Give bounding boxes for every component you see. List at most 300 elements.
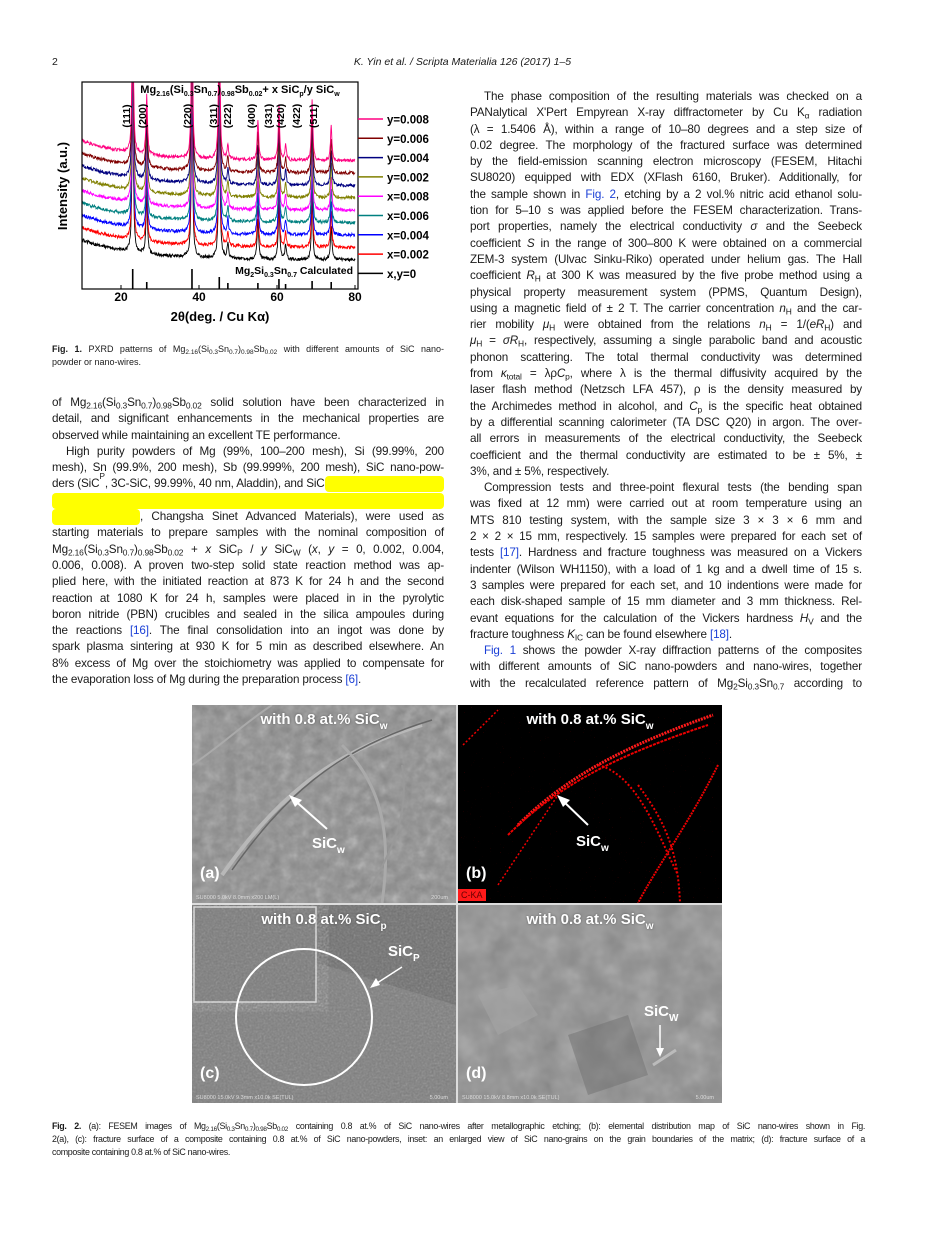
subscript: 2 bbox=[250, 272, 255, 279]
text-line bbox=[470, 676, 862, 692]
text-run: Sb bbox=[253, 344, 265, 354]
text-run: in the range of 300–800 K were obtained on a commercial bbox=[534, 236, 863, 250]
text-run: SiC bbox=[388, 943, 414, 960]
text-run: with different amounts of SiC nano-powders and nano-wires, together bbox=[470, 660, 862, 674]
panel-title bbox=[192, 711, 456, 732]
text-line bbox=[470, 170, 862, 186]
text-run: High purity powders of Mg (99%, 100–200 mesh), Si (99.99%, 200 bbox=[66, 444, 444, 458]
text-run: plied here, with the initiated reaction at 873 K for 24 h and the second bbox=[52, 575, 444, 589]
text-run: by a differential scanning calorimeter (TA DSC Q20) in argon. The over- bbox=[470, 415, 862, 429]
hkl-label: (200) bbox=[137, 103, 149, 129]
text-run: evant equations for the calculation of the Vickers hardness bbox=[470, 611, 800, 625]
legend-label: x=0.004 bbox=[387, 230, 429, 243]
subscript: 0.7 bbox=[772, 681, 785, 692]
text-line bbox=[52, 525, 444, 541]
paragraph bbox=[470, 643, 862, 692]
subscript: 0.3 bbox=[97, 547, 109, 558]
text-run: ) bbox=[134, 542, 138, 556]
text-run: indenter (Wilson WH1150), with a load of 1 kg and a dwell time of 15 s. bbox=[470, 562, 862, 576]
text-line bbox=[470, 268, 862, 284]
italic-symbol: y bbox=[328, 542, 335, 556]
text-run: MTS 810 testing system, with the sample size 3 × 3 × 6 mm and bbox=[470, 513, 862, 527]
text-run: Calculated bbox=[296, 265, 353, 277]
italic-symbol: C bbox=[556, 367, 566, 381]
italic-symbol: H bbox=[799, 611, 809, 625]
subscript: 2.16 bbox=[67, 547, 84, 558]
text-run: coefficient and the thermal conductivity are estimated to be ± 5%, ± bbox=[470, 448, 862, 462]
text-run: by the field-emission scanning electron microscopy (FESEM, Hitachi bbox=[470, 155, 862, 169]
subscript: 0.3 bbox=[747, 681, 759, 692]
panel-title bbox=[458, 711, 722, 732]
text-line bbox=[470, 464, 862, 480]
sic-pointer-label bbox=[576, 833, 609, 854]
subscript: H bbox=[824, 322, 831, 333]
text-run: Si bbox=[737, 676, 748, 690]
text-line bbox=[52, 1146, 865, 1159]
italic-symbol: x bbox=[205, 542, 212, 556]
text-line bbox=[470, 122, 862, 138]
sic-pointer-label bbox=[644, 1003, 679, 1024]
x-axis-label: 2θ(deg. / Cu Kα) bbox=[170, 309, 270, 324]
text-run: SiC bbox=[576, 833, 602, 850]
text-run: laser flash method (Netzsch LFA 457), ρ is the density measured by bbox=[470, 383, 862, 397]
x-tick-label: 20 bbox=[114, 290, 128, 304]
subscript: α bbox=[804, 110, 810, 121]
panel-label: (b) bbox=[466, 865, 487, 882]
text-run: starting materials to prepare samples with the nominal composition of bbox=[52, 526, 444, 540]
text-line bbox=[470, 382, 862, 398]
text-run: the evaporation loss of Mg during the preparation process bbox=[52, 673, 346, 687]
text-run: = λρ bbox=[521, 367, 557, 381]
subscript: 2.16 bbox=[86, 400, 102, 411]
subscript: 0.7 bbox=[122, 547, 135, 558]
subscript: 0.02 bbox=[167, 547, 184, 558]
subscript: V bbox=[808, 616, 814, 627]
subscript: 0.02 bbox=[276, 1125, 289, 1133]
text-line bbox=[470, 203, 862, 219]
text-run: = 1/( bbox=[771, 318, 810, 332]
text-run: PXRD patterns of Mg bbox=[81, 344, 186, 354]
running-title: K. Yin et al. / Scripta Materialia 126 (2017) 1–5 bbox=[353, 56, 572, 68]
text-line bbox=[470, 578, 862, 594]
text-run: ) and bbox=[830, 318, 863, 332]
text-run: , where λ is the thermal diffusivity acquired by the bbox=[569, 367, 862, 381]
subscript: 0.3 bbox=[209, 348, 219, 356]
text-run: Sn bbox=[193, 84, 208, 96]
text-run: (a): FESEM images of Mg bbox=[80, 1121, 206, 1131]
text-run: with 0.8 at.% SiC bbox=[526, 711, 646, 728]
sic-pointer-label bbox=[312, 835, 345, 856]
text-line bbox=[470, 154, 862, 170]
italic-symbol: K bbox=[567, 627, 575, 641]
legend-label: y=0.006 bbox=[387, 133, 429, 146]
subscript: 0.98 bbox=[156, 400, 172, 411]
text-line bbox=[470, 448, 862, 464]
subscript: 2.16 bbox=[185, 348, 199, 356]
y-axis-label: Intensity (a.u.) bbox=[55, 141, 70, 231]
subscript: 0.7 bbox=[207, 91, 218, 98]
text-run: (Si bbox=[83, 542, 98, 556]
text-line bbox=[470, 513, 862, 529]
italic-symbol: x bbox=[311, 542, 318, 556]
text-line bbox=[470, 366, 862, 382]
text-run: detail, and significant enhancements in the mechanical properties are bbox=[52, 412, 444, 426]
legend-label: y=0.004 bbox=[387, 153, 429, 166]
text-line bbox=[470, 301, 862, 317]
text-run: Sn bbox=[218, 344, 230, 354]
sem-info-bar: SU8000 15.0kV 9.3mm x10.0k SE(TUL) bbox=[196, 1095, 294, 1101]
text-line bbox=[470, 545, 862, 561]
text-run: physical property measurement system (PPMS, Quantum Design), bbox=[470, 285, 862, 299]
text-line bbox=[470, 89, 862, 105]
text-run: ) bbox=[152, 396, 157, 409]
subscript: 0.98 bbox=[137, 547, 154, 558]
subscript: W bbox=[669, 1013, 679, 1024]
subscript: 0.3 bbox=[264, 272, 274, 279]
text-line bbox=[470, 219, 862, 235]
figure-2-sem-images bbox=[192, 705, 722, 1103]
subscript: 0.02 bbox=[264, 348, 278, 356]
text-run: from bbox=[470, 367, 501, 381]
text-line bbox=[470, 350, 862, 366]
figure-1-xrd-chart bbox=[50, 80, 450, 340]
text-line bbox=[52, 542, 444, 558]
italic-symbol: R bbox=[526, 269, 535, 283]
text-run: , respectively, assuming a single parabolic band and acoustic bbox=[523, 334, 863, 348]
subscript: w bbox=[645, 921, 654, 932]
text-run: Mg bbox=[140, 84, 157, 96]
hkl-label: (511) bbox=[308, 104, 320, 128]
subscript: p bbox=[299, 91, 304, 98]
subscript: H bbox=[534, 273, 541, 284]
hkl-label: (400) bbox=[246, 103, 258, 129]
citation-link[interactable]: [18] bbox=[709, 627, 729, 641]
text-run: ZEM-3 system (Ulvac Sinku-Riko) operated under helium gas. The Hall bbox=[470, 252, 862, 266]
text-line bbox=[470, 431, 862, 447]
subscript: 0.7 bbox=[229, 348, 239, 356]
text-line bbox=[470, 611, 862, 627]
element-map-label: C-KA bbox=[458, 889, 486, 901]
subscript: w bbox=[601, 843, 609, 854]
scale-bar-label: 200um bbox=[431, 895, 448, 901]
legend-label: x=0.008 bbox=[387, 191, 429, 204]
text-run: each disk-shaped sample of 15 mm diameter and 3 mm thickness. Rel- bbox=[470, 595, 862, 609]
text-run: . The final consolidation into an ingot was done by bbox=[148, 624, 444, 638]
text-run: was fixed at 12 mm) were carried out at room temperature using an bbox=[470, 497, 862, 511]
subscript: 0.02 bbox=[185, 400, 202, 411]
text-run: of Mg bbox=[52, 396, 87, 409]
scale-bar-label: 5.00um bbox=[429, 1095, 448, 1101]
subscript: H bbox=[785, 306, 792, 317]
text-run: and the Seebeck bbox=[757, 220, 862, 234]
bold-label: Fig. 1. bbox=[52, 344, 82, 354]
subscript: w bbox=[645, 721, 654, 732]
text-run: Sb bbox=[153, 542, 168, 556]
text-line bbox=[52, 672, 444, 688]
text-line bbox=[470, 236, 862, 252]
text-line bbox=[470, 529, 862, 545]
subscript: 0.98 bbox=[241, 348, 254, 356]
subscript: 0.98 bbox=[255, 1125, 267, 1133]
text-run: ) bbox=[238, 344, 242, 354]
text-run: coefficient bbox=[470, 236, 527, 250]
paragraph bbox=[52, 444, 444, 688]
text-run: were obtained from the relations bbox=[555, 318, 760, 332]
text-run: , 3C-SiC, 99.99%, 40 nm, Aladdin), and SiC bbox=[104, 477, 325, 491]
text-run: + bbox=[183, 542, 206, 556]
subscript: w bbox=[334, 91, 340, 98]
text-run: at 300 K was measured by the five probe method using a bbox=[540, 269, 862, 283]
italic-symbol: μ bbox=[470, 334, 477, 348]
panel-label: (c) bbox=[200, 1065, 220, 1082]
text-run: reaction at 1080 K for 24 h, samples were placed in in the pyrolytic bbox=[52, 591, 444, 605]
subscript: 2.16 bbox=[156, 91, 170, 98]
subscript: H bbox=[549, 322, 556, 333]
text-line bbox=[470, 333, 862, 349]
text-line bbox=[52, 428, 444, 444]
subscript: H bbox=[765, 322, 772, 333]
subscript: p bbox=[565, 371, 570, 382]
redaction-highlight bbox=[325, 476, 444, 492]
text-line bbox=[470, 480, 862, 496]
panel-label: (a) bbox=[200, 865, 220, 882]
panel-title bbox=[192, 911, 456, 932]
text-run: shows the powder X-ray diffraction patterns of the composites bbox=[515, 644, 862, 658]
text-run: Sn bbox=[108, 542, 123, 556]
text-run: boron nitride (PBN) crucibles and sealed in the silica ampoules during bbox=[52, 607, 444, 621]
text-run: = bbox=[482, 334, 503, 348]
text-run: SiC bbox=[211, 542, 238, 556]
subscript: 0.7 bbox=[244, 1125, 253, 1133]
hkl-label: (222) bbox=[222, 103, 234, 129]
figure-1-caption bbox=[52, 343, 444, 369]
x-tick-label: 80 bbox=[348, 290, 362, 304]
text-run: rier mobility bbox=[470, 318, 543, 332]
text-run: SiC bbox=[644, 1003, 670, 1020]
text-line bbox=[52, 574, 444, 590]
text-run: Sn bbox=[234, 1121, 245, 1131]
text-run: can be found elsewhere bbox=[582, 627, 710, 641]
text-run: 3 samples were prepared for each set, and 10 indentions were made for bbox=[470, 578, 862, 592]
subscript: 0.7 bbox=[287, 272, 297, 279]
text-run: 2(a), (c): fracture surface of a composite containing 0.8 at.% of SiC nano-powders, inset: an enlarged view of SiC nano-grains on the grain boundaries of the matrix; (d): fracture surface of a bbox=[52, 1134, 865, 1144]
text-run: the reactions bbox=[52, 624, 130, 638]
text-run: Mg bbox=[235, 265, 251, 277]
sem-panel-d bbox=[458, 905, 722, 1103]
text-run: PANalytical X'Pert Empyrean X-ray diffractometer by Cu K bbox=[470, 106, 805, 120]
citation-link[interactable]: [16] bbox=[129, 624, 149, 638]
text-run: 2 × 2 × 15 mm, respectively. 15 samples were prepared for each set of bbox=[470, 530, 862, 544]
redaction-highlight bbox=[52, 509, 140, 525]
text-run: with different amounts of SiC nano- bbox=[277, 344, 444, 354]
text-run: SiC bbox=[266, 542, 293, 556]
citation-link[interactable]: [6] bbox=[345, 673, 358, 687]
subscript: 0.3 bbox=[115, 400, 128, 411]
text-line bbox=[52, 1120, 865, 1133]
text-line bbox=[470, 399, 862, 415]
text-run: using a magnetic field of ± 2 T. The carrier concentration bbox=[470, 301, 780, 315]
text-run: and the car- bbox=[791, 301, 862, 315]
subscript: 0.3 bbox=[183, 91, 194, 98]
chart-title bbox=[140, 84, 340, 98]
text-run: according to bbox=[784, 676, 862, 690]
text-run: all errors in measurements of the electrical conductivity, the Seebeck bbox=[470, 432, 862, 446]
text-run: /y SiC bbox=[303, 84, 335, 96]
sem-panel-b-elemental-map bbox=[458, 705, 722, 903]
text-line bbox=[470, 415, 862, 431]
text-run: , etching by a 2 vol.% nitric acid ethanol solu- bbox=[615, 187, 862, 201]
sem-panel-a bbox=[192, 705, 456, 903]
sem-info-bar: SU8000 5.0kV 8.0mm x200 LM(L) bbox=[196, 895, 280, 901]
text-run: Si bbox=[254, 265, 265, 277]
panel-title bbox=[458, 911, 722, 932]
text-line bbox=[470, 594, 862, 610]
subscript: W bbox=[292, 547, 301, 558]
text-run: The phase composition of the resulting materials was checked on a bbox=[484, 90, 862, 103]
citation-link[interactable]: Fig. 1 bbox=[484, 644, 516, 658]
italic-symbol: μ bbox=[542, 318, 550, 332]
subscript: 0.02 bbox=[248, 91, 263, 98]
text-run: . bbox=[728, 627, 732, 641]
hkl-label: (111) bbox=[121, 104, 133, 128]
sem-info-bar: SU8000 15.0kV 8.8mm x10.0k SE(TUL) bbox=[462, 1095, 560, 1101]
subscript: P bbox=[99, 471, 105, 482]
text-line bbox=[52, 471, 444, 492]
text-line bbox=[52, 509, 444, 525]
text-line bbox=[52, 656, 444, 672]
text-run: Sn bbox=[758, 676, 773, 690]
legend-label: x=0.006 bbox=[387, 211, 429, 223]
text-line bbox=[52, 493, 444, 509]
text-run: (Si bbox=[216, 1121, 227, 1131]
italic-symbol: S bbox=[526, 236, 535, 250]
hkl-label: (331) bbox=[263, 103, 275, 129]
text-run: port properties, namely the electrical conductivity bbox=[470, 220, 751, 234]
legend-label: x,y=0 bbox=[387, 268, 417, 281]
text-run: , Changsha Sinet Advanced Materials), were used as bbox=[140, 510, 444, 524]
subscript: H bbox=[518, 338, 524, 349]
text-line bbox=[470, 643, 862, 659]
subscript: p bbox=[380, 921, 387, 932]
italic-symbol: σ bbox=[750, 220, 758, 234]
text-run: containing 0.8 at.% of SiC nano-wires after metallographic etching; (b): elemental distribution map of SiC nano-wires shown in Fig. bbox=[288, 1121, 865, 1131]
text-run: Sb bbox=[266, 1121, 277, 1131]
text-run: is the specific heat obtained bbox=[702, 399, 862, 413]
subscript: IC bbox=[574, 632, 583, 643]
citation-link[interactable]: Fig. 2 bbox=[585, 187, 616, 201]
legend-label: y=0.002 bbox=[387, 172, 429, 185]
paragraph bbox=[470, 89, 862, 480]
italic-symbol: eR bbox=[809, 318, 825, 332]
subscript: w bbox=[337, 845, 345, 856]
text-line bbox=[52, 1133, 865, 1146]
text-run: ) bbox=[252, 1121, 256, 1131]
sem-texture-a bbox=[192, 705, 456, 903]
scale-bar-label: 5.00um bbox=[695, 1095, 714, 1101]
text-run: the sample shown in bbox=[470, 187, 586, 201]
paragraph bbox=[470, 480, 862, 643]
text-run: tion for 5–10 s was applied before the FESEM characterization. Trans- bbox=[470, 204, 862, 218]
italic-symbol: C bbox=[689, 399, 698, 413]
text-line bbox=[52, 343, 444, 356]
text-run: coefficient bbox=[470, 269, 527, 283]
subscript: P bbox=[237, 547, 243, 558]
text-line bbox=[52, 639, 444, 655]
text-run: with 0.8 at.% SiC bbox=[526, 911, 646, 928]
text-line bbox=[470, 562, 862, 578]
subscript: 2.16 bbox=[205, 1125, 217, 1133]
text-run: Compression tests and three-point flexural tests (the bending span bbox=[484, 481, 862, 495]
text-run: SU8020) equipped with EDX (XFlash 6160, Bruker). Additionally, for bbox=[470, 171, 862, 185]
text-run: / bbox=[242, 542, 261, 556]
sem-texture-d bbox=[458, 905, 722, 1103]
text-run: Mg bbox=[52, 542, 68, 556]
text-line bbox=[52, 356, 444, 369]
text-run: . bbox=[357, 673, 362, 687]
text-run: 8% excess of Mg over the stoichiometry was applied to compensate for bbox=[52, 656, 444, 670]
text-run: , bbox=[317, 542, 329, 556]
text-run: Sn bbox=[273, 265, 288, 277]
text-line bbox=[52, 558, 444, 574]
x-tick-label: 40 bbox=[192, 290, 206, 304]
text-line bbox=[470, 317, 862, 333]
italic-symbol: κ bbox=[500, 367, 507, 381]
subscript: P bbox=[413, 953, 420, 964]
subscript: total bbox=[506, 371, 522, 382]
figure-2-caption bbox=[52, 1120, 865, 1159]
redaction-highlight bbox=[52, 493, 444, 509]
citation-link[interactable]: [17] bbox=[499, 546, 519, 560]
text-run: radiation bbox=[809, 106, 862, 120]
subscript: p bbox=[697, 404, 703, 415]
text-line bbox=[470, 187, 862, 203]
panel-label: (d) bbox=[466, 1065, 487, 1082]
text-run: + x SiC bbox=[262, 84, 300, 96]
sem-texture-c bbox=[192, 905, 456, 1103]
left-column-body-text bbox=[52, 395, 444, 688]
text-run: mesh), Sn (99.9%, 200 mesh), Sb (99.999%, 200 mesh), SiC nano-pow- bbox=[52, 461, 444, 475]
text-run: the Archimedes method in alcohol, and bbox=[470, 399, 690, 413]
text-run: solid solution have been characterized in bbox=[201, 396, 444, 409]
bold-label: Fig. 2. bbox=[52, 1121, 81, 1131]
subscript: 0.7 bbox=[141, 400, 153, 411]
italic-symbol: y bbox=[260, 542, 267, 556]
text-run: ) bbox=[217, 84, 222, 96]
text-run: = 0, 0.002, 0.004, bbox=[334, 542, 445, 556]
subscript: w bbox=[379, 721, 388, 732]
text-run: (λ = 1.5406 Å), within a range of 10–80 degrees and a step size of bbox=[470, 122, 862, 136]
legend-label: x=0.002 bbox=[387, 249, 429, 262]
italic-symbol: n bbox=[759, 318, 766, 332]
text-run: fracture toughness bbox=[470, 627, 568, 641]
italic-symbol: σR bbox=[502, 334, 519, 348]
sic-pointer-label bbox=[388, 943, 420, 964]
text-run: phonon scattering. The total thermal conductivity was determined bbox=[470, 350, 862, 364]
text-run: Sn bbox=[127, 396, 142, 409]
text-run: SiC bbox=[312, 835, 338, 852]
text-run: . Hardness and fracture toughness was measured on a Vickers bbox=[518, 546, 863, 560]
italic-symbol: n bbox=[779, 301, 786, 315]
legend-label: y=0.008 bbox=[387, 114, 429, 127]
subscript: 0.98 bbox=[221, 91, 235, 98]
text-line bbox=[52, 607, 444, 623]
text-line bbox=[52, 460, 444, 476]
text-line bbox=[470, 252, 862, 268]
text-run: Sb bbox=[171, 396, 186, 409]
text-run: tests bbox=[470, 546, 500, 560]
subscript: 0.3 bbox=[226, 1125, 235, 1133]
subscript: H bbox=[476, 338, 483, 349]
